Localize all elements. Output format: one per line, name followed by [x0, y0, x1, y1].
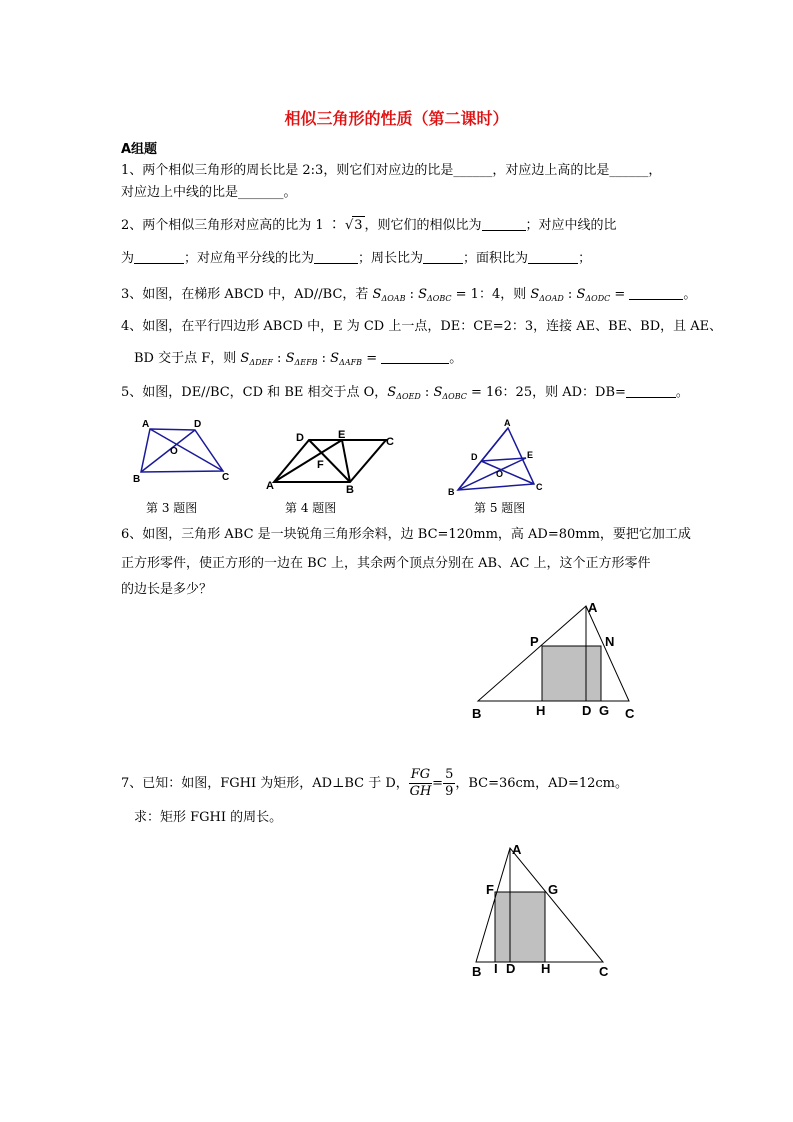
label-g: G — [548, 882, 559, 897]
figure-5-triangle — [440, 414, 550, 498]
q1-line-2: 对应边上中线的比是_______。 — [121, 185, 297, 200]
answer-blank[interactable] — [528, 250, 578, 264]
label-d: D — [296, 432, 304, 444]
q7-ask: 求：矩形 FGHI 的周长。 — [134, 810, 283, 825]
label-p: P — [530, 634, 539, 649]
q2-line-2: 为 ；对应角平分线的比为 ；周长比为 ；面积比为 ； — [121, 251, 592, 266]
answer-blank[interactable] — [314, 250, 358, 264]
figure-7-rectangle-in-triangle — [466, 836, 626, 982]
label-b: B — [346, 484, 354, 494]
label-b: B — [472, 706, 482, 721]
label-i: I — [494, 961, 498, 976]
label-c: C — [536, 482, 543, 492]
label-c: C — [386, 436, 394, 448]
answer-blank[interactable] — [134, 250, 184, 264]
figure-3-caption: 第 3 题图 — [146, 501, 198, 515]
q3-line: 3、如图，在梯形 ABCD 中，AD//BC，若 $S_{\Delta OAB}$ : $S_{\Delta OBC} = 1$：4，则 $S_{\Delta OAD}$ : $S_{\Delta ODC}$ = 。 — [121, 287, 697, 303]
figure-3-trapezoid — [128, 416, 238, 488]
q4-line-1: 4、如图，在平行四边形 ABCD 中，E 为 CD 上一点，DE：CE=2：3，连接 AE、BE、BD，且 AE、 — [121, 319, 723, 334]
q2-line-1: 2、两个相似三角形对应高的比为 1 ∶ √3 ，则它们的相似比为 ；对应中线的比 — [121, 218, 617, 233]
label-d: D — [506, 961, 516, 976]
label-d: D — [582, 703, 592, 718]
label-a: A — [142, 419, 150, 430]
answer-blank[interactable] — [381, 350, 449, 364]
label-g: G — [599, 703, 610, 718]
fraction-5-9: $\frac{5}{9}$ — [445, 767, 454, 799]
label-a: A — [266, 480, 274, 492]
label-a: A — [504, 418, 511, 428]
q4-line-2: BD 交于点 F，则 $S_{\Delta DEF}$ : $S_{\Delta EFB}$ : $S_{\Delta AFB}$ = 。 — [134, 351, 463, 367]
label-b: B — [448, 487, 455, 497]
q5-line: 5、如图，DE//BC，CD 和 BE 相交于点 O，$S_{\Delta OED}$ : $S_{\Delta OBC} = 16$：25，则 AD：DB= 。 — [121, 385, 689, 401]
label-b: B — [133, 474, 141, 485]
label-n: N — [605, 634, 615, 649]
figure-5-caption: 第 5 题图 — [474, 501, 526, 515]
label-c: C — [625, 706, 635, 721]
q7-line: 7、已知：如图，FGHI 为矩形，AD⊥BC 于 D， $\frac{FG}{GH}$ = $\frac{5}{9}$ ，BC=36cm，AD=12cm。 — [121, 767, 628, 799]
label-f: F — [486, 882, 494, 897]
label-c: C — [599, 964, 609, 979]
label-a: A — [512, 842, 522, 857]
section-heading: A组题 — [121, 142, 158, 157]
q6-line-2: 正方形零件，使正方形的一边在 BC 上，其余两个顶点分别在 AB、AC 上，这个正方形零件 — [121, 556, 651, 571]
page-title: 相似三角形的性质（第二课时） — [284, 109, 509, 128]
fraction-fg-gh: $\frac{FG}{GH}$ — [409, 767, 432, 799]
label-f: F — [317, 459, 324, 471]
label-c: C — [222, 472, 230, 483]
q6-line-3: 的边长是多少？ — [121, 582, 213, 597]
label-h: H — [541, 961, 551, 976]
q1-line-1: 1、两个相似三角形的周长比是 2:3，则它们对应边的比是______，对应边上高的比是______， — [121, 163, 662, 178]
label-e: E — [338, 429, 346, 441]
answer-blank[interactable] — [629, 286, 683, 300]
answer-blank[interactable] — [626, 384, 676, 398]
label-h: H — [536, 703, 546, 718]
label-d: D — [471, 452, 478, 462]
label-d: D — [194, 419, 202, 430]
label-b: B — [472, 964, 482, 979]
label-o: O — [496, 469, 504, 479]
figure-4-caption: 第 4 题图 — [285, 501, 337, 515]
label-e: E — [527, 450, 534, 460]
answer-blank[interactable] — [482, 217, 526, 231]
answer-blank[interactable] — [423, 250, 463, 264]
q6-line-1: 6、如图，三角形 ABC 是一块锐角三角形余料，边 BC=120mm，高 AD=80mm，要把它加工成 — [121, 527, 691, 542]
figure-6-square-in-triangle — [466, 596, 646, 724]
label-a: A — [588, 600, 598, 615]
label-o: O — [170, 446, 178, 457]
figure-4-parallelogram — [262, 426, 402, 494]
